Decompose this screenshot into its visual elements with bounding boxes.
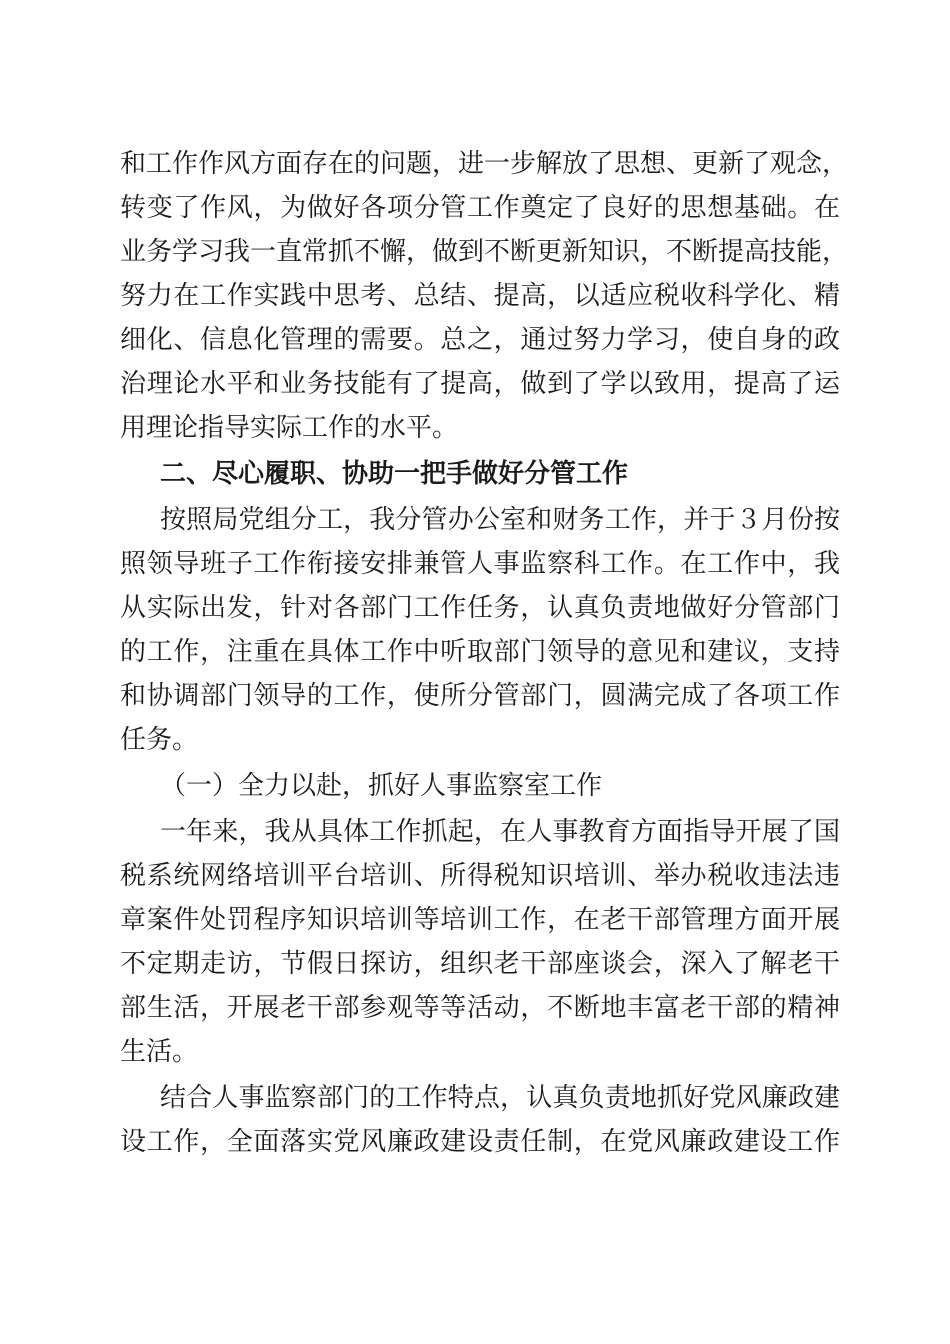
paragraph-2-line-6: 任务。 (120, 725, 199, 755)
section-heading-2: 二、尽心履职、协助一把手做好分管工作 (160, 459, 629, 489)
paragraph-1-line-1: 和工作作风方面存在的问题，进一步解放了思想、更新了观念， (120, 149, 849, 179)
paragraph-2-line-1: 按照局党组分工，我分管办公室和财务工作，并于３月份按 (160, 505, 840, 535)
paragraph-2-line-4: 的工作，注重在具体工作中听取部门领导的意见和建议，支持 (120, 637, 840, 667)
paragraph-3-line-3: 章案件处罚程序知识培训等培训工作，在老干部管理方面开展 (120, 905, 840, 935)
paragraph-1-line-2: 转变了作风，为做好各项分管工作奠定了良好的思想基础。在 (120, 193, 840, 223)
paragraph-1-line-3: 业务学习我一直常抓不懈，做到不断更新知识，不断提高技能， (120, 237, 849, 267)
paragraph-2-line-3: 从实际出发，针对各部门工作任务，认真负责地做好分管部门 (120, 593, 840, 623)
paragraph-1-line-7: 用理论指导实际工作的水平。 (120, 413, 459, 443)
paragraph-3-line-5: 部生活，开展老干部参观等等活动，不断地丰富老干部的精神 (120, 993, 840, 1023)
subsection-heading-1: （一）全力以赴，抓好人事监察室工作 (160, 771, 603, 801)
paragraph-1-line-5: 细化、信息化管理的需要。总之，通过努力学习，使自身的政 (120, 325, 840, 355)
paragraph-4-line-2: 设工作，全面落实党风廉政建设责任制，在党风廉政建设工作 (120, 1127, 840, 1157)
paragraph-2-line-5: 和协调部门领导的工作，使所分管部门，圆满完成了各项工作 (120, 681, 840, 711)
paragraph-3-line-2: 税系统网络培训平台培训、所得税知识培训、举办税收违法违 (120, 861, 840, 891)
paragraph-4-line-1: 结合人事监察部门的工作特点，认真负责地抓好党风廉政建 (160, 1083, 840, 1113)
paragraph-2-line-2: 照领导班子工作衔接安排兼管人事监察科工作。在工作中，我 (120, 549, 840, 579)
paragraph-3-line-4: 不定期走访，节假日探访，组织老干部座谈会，深入了解老干 (120, 949, 840, 979)
paragraph-1-line-6: 治理论水平和业务技能有了提高，做到了学以致用，提高了运 (120, 369, 840, 399)
paragraph-3-line-6: 生活。 (120, 1037, 199, 1067)
paragraph-3-line-1: 一年来，我从具体工作抓起，在人事教育方面指导开展了国 (160, 817, 840, 847)
paragraph-1-line-4: 努力在工作实践中思考、总结、提高，以适应税收科学化、精 (120, 281, 840, 311)
